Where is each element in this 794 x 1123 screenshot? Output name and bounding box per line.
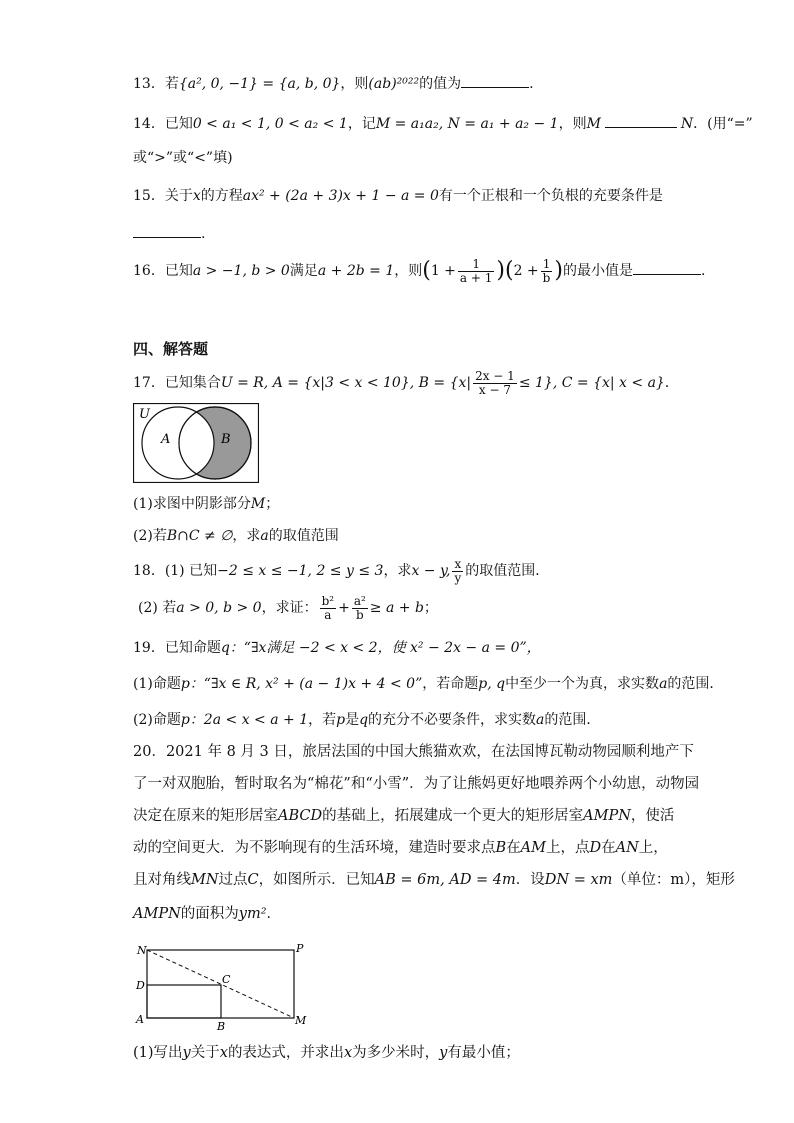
label-b: B [221,432,231,447]
answer-blank[interactable] [633,260,701,275]
q20-line-4: 动的空间更大．为不影响现有的生活环境，建造时要求点B在AM上，点D在AN上， [133,840,668,856]
q14-line-1: 14．已知0 < a₁ < 1, 0 < a₂ < 1，记M = a₁a₂, N = a₁ + a₂ − 1，则M N．(用“=” [133,113,753,134]
fraction: $\frac{\text{b²}}{a}$ [321,593,335,622]
label-d: D [136,979,145,992]
fraction: $\frac{x}{y}$ [454,556,462,585]
answer-blank[interactable] [133,223,201,238]
fraction: $\frac{2x - 1}{x - 7}$ [475,368,515,397]
fraction: $\frac{1}{a + 1}$ [459,256,493,285]
rectangle-diagram [133,940,313,1032]
q13-line: 13．若{a², 0, −1} = {a, b, 0}，则(ab)²⁰²²的值为 . [133,73,534,94]
q20-line-1: 20．2021 年 8 月 3 日，旅居法国的中国大熊猫欢欢，在法国博瓦勒动物园顺利地产下 [133,744,694,760]
q17-line: 17．已知集合U = R, A = {x|3 < x < 10}, B = {x| $\frac{2x - 1}{x - 7}$ ≤ 1}, C = {x| x < a}． [133,368,679,397]
q20-sub1: (1)写出y关于x的表达式，并求出x为多少米时，y有最小值； [133,1045,520,1061]
q20-line-6: AMPN的面积为ym²． [133,906,282,922]
label-a: A [161,432,171,447]
answer-blank[interactable] [605,113,677,128]
label-a: A [136,1013,144,1026]
q19-sub2: (2)命题p：2a < x < a + 1，若p是q的充分不必要条件，求实数a的范围． [133,712,601,728]
label-p: P [296,942,304,955]
fraction: $\frac{1}{b}$ [542,256,551,285]
q16-line: 16．已知a > −1, b > 0满足a + 2b = 1，则(1 + $\frac{1}{a + 1}$ )(2 + $\frac{1}{b}$ )的最小值是 . [133,256,706,285]
q17-sub2: (2)若B∩C ≠ ∅，求a的取值范围 [133,528,339,544]
label-u: U [139,407,150,422]
q20-line-2: 了一对双胞胎，暂时取名为“棉花”和“小雪”．为了让熊妈更好地喂养两个小幼崽，动物园 [133,776,700,792]
q15-line-1: 15．关于x的方程ax² + (2a + 3)x + 1 − a = 0有一个正根和一个负根的充要条件是 [133,188,663,204]
answer-blank[interactable] [461,73,529,88]
q18-part1: 18．(1) 已知−2 ≤ x ≤ −1, 2 ≤ y ≤ 3，求x − y, $\frac{x}{y}$ 的取值范围． [133,556,550,585]
q17-sub1: (1)求图中阴影部分M； [133,496,280,512]
label-m: M [295,1014,307,1027]
section-title: 四、解答题 [133,340,209,358]
q20-line-3: 决定在原来的矩形居室ABCD的基础上，拓展建成一个更大的矩形居室AMPN，使活 [133,808,675,824]
q20-line-5: 且对角线MN过点C，如图所示．已知AB = 6m, AD = 4m．设DN = xm（单位：m），矩形 [133,872,735,888]
q14-line-2: 或“>”或“<”填) [133,150,233,166]
q15-line-2: . [133,223,205,244]
label-c: C [222,973,231,986]
rect-abcd [147,985,221,1018]
label-n: N [137,944,147,957]
venn-diagram [133,403,259,483]
q19-line: 19．已知命题q：“∃x满足 −2 < x < 2，使 x² − 2x − a = 0”， [133,640,541,656]
q18-part2: (2) 若a > 0, b > 0，求证： $\frac{\text{b²}}{a}$ + $\frac{\text{a²}}{b}$ ≥ a + b； [138,593,438,622]
q19-sub1: (1)命题p：“∃x ∈ R, x² + (a − 1)x + 4 < 0”，若命题p, q中至少一个为真，求实数a的范围． [133,676,724,692]
fraction: $\frac{\text{a²}}{b}$ [353,593,366,622]
label-b: B [217,1020,226,1032]
